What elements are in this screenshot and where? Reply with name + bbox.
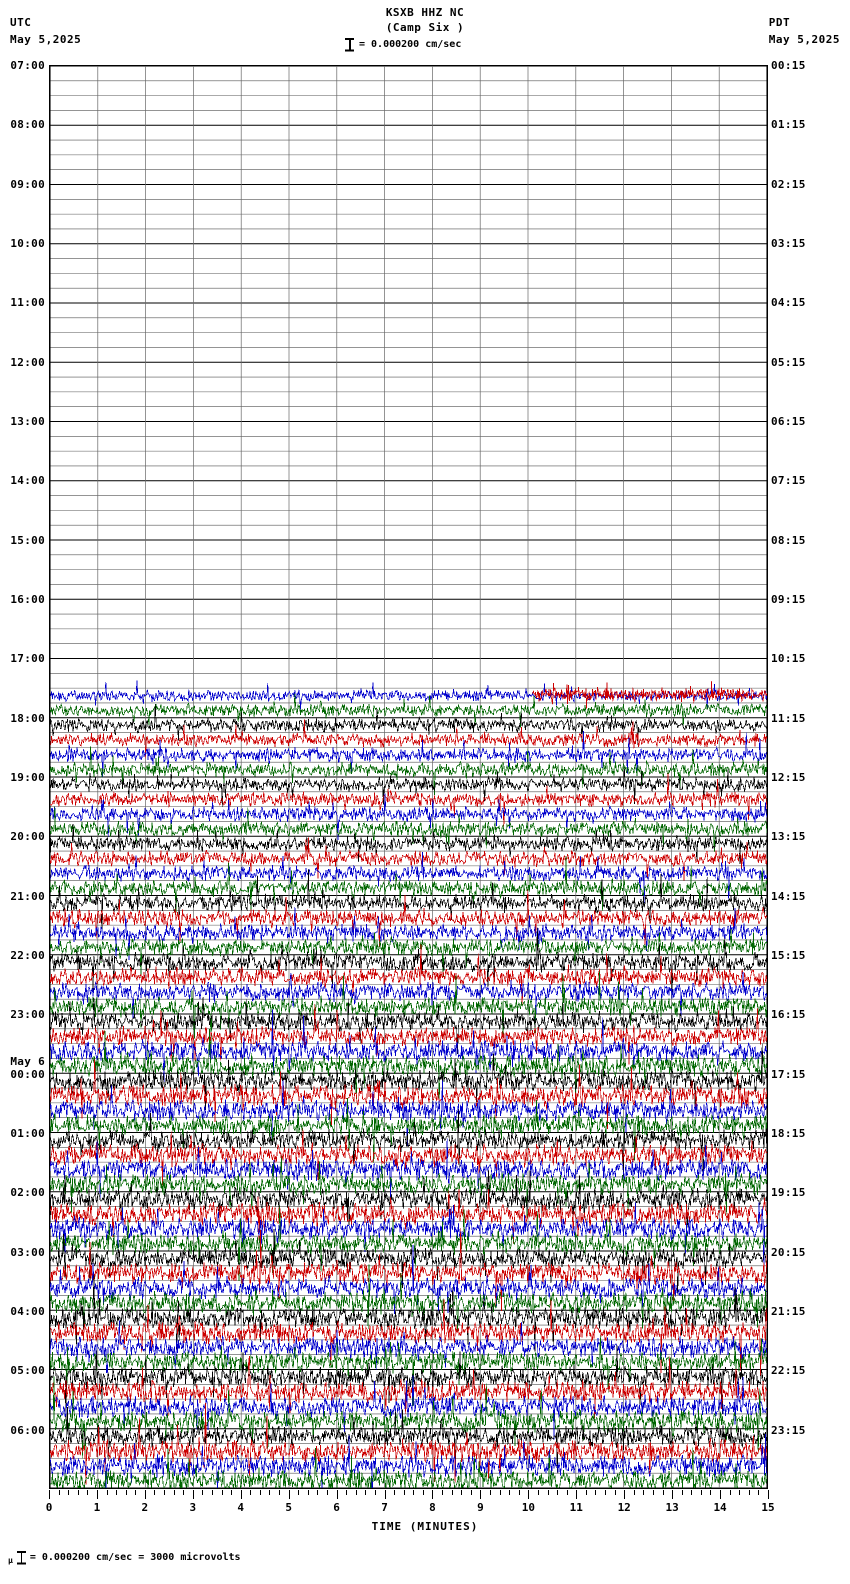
pdt-date-label: May 5,2025 — [768, 33, 840, 46]
x-minor-tick — [164, 1490, 165, 1495]
x-minor-tick — [212, 1490, 213, 1495]
x-major-tick — [528, 1490, 529, 1499]
utc-time-label-19-00: 19:00 — [10, 771, 45, 784]
pdt-time-label-03-15: 03:15 — [771, 237, 806, 250]
x-minor-tick — [490, 1490, 491, 1495]
x-axis-title: TIME (MINUTES) — [371, 1520, 479, 1533]
utc-zone-label: UTC — [10, 16, 32, 29]
x-minor-tick — [222, 1490, 223, 1495]
x-minor-tick — [749, 1490, 750, 1495]
utc-time-label-22-00: 22:00 — [10, 949, 45, 962]
utc-time-label-05-00: 05:00 — [10, 1364, 45, 1378]
x-minor-tick — [250, 1490, 251, 1495]
x-minor-tick — [154, 1490, 155, 1495]
x-minor-tick — [394, 1490, 395, 1495]
x-major-tick — [145, 1490, 146, 1499]
scale-ibeam-icon — [345, 38, 354, 51]
pdt-time-label-00-15: 00:15 — [771, 59, 806, 72]
x-tick-label: 1 — [93, 1501, 101, 1514]
header-center-block — [0, 5, 850, 35]
pdt-zone-label: PDT — [768, 16, 791, 29]
footer-ibeam-icon — [17, 1551, 26, 1564]
utc-time-label-15-00: 15:00 — [10, 533, 45, 547]
x-minor-tick — [739, 1490, 740, 1495]
x-tick-label: 15 — [761, 1501, 775, 1514]
x-tick-label: 9 — [477, 1501, 484, 1514]
utc-time-label-18-00: 18:00 — [10, 711, 45, 725]
x-tick-label: 4 — [237, 1501, 245, 1514]
x-tick-label: 5 — [285, 1501, 292, 1514]
pdt-time-label-10-15: 10:15 — [771, 652, 806, 666]
x-minor-tick — [260, 1490, 261, 1495]
x-minor-tick — [356, 1490, 357, 1495]
x-minor-tick — [298, 1490, 299, 1495]
x-major-tick — [480, 1490, 481, 1499]
pdt-time-label-22-15: 22:15 — [771, 1364, 806, 1378]
x-major-tick — [337, 1490, 338, 1499]
pdt-time-label-21-15: 21:15 — [771, 1305, 806, 1318]
pdt-time-label-12-15: 12:15 — [771, 771, 806, 784]
utc-time-label-02-00: 02:00 — [10, 1186, 45, 1200]
pdt-time-label-19-15: 19:15 — [771, 1186, 806, 1200]
minutes-axis — [45, 1490, 775, 1514]
x-major-tick — [432, 1490, 433, 1499]
x-major-tick — [672, 1490, 673, 1499]
x-minor-tick — [423, 1490, 424, 1495]
pdt-time-label-05-15: 05:15 — [771, 355, 806, 369]
x-major-tick — [720, 1490, 721, 1499]
utc-time-label-03-00: 03:00 — [10, 1245, 45, 1259]
x-minor-tick — [327, 1490, 328, 1495]
x-tick-label: 6 — [333, 1501, 340, 1514]
x-minor-tick — [461, 1490, 462, 1495]
x-minor-tick — [365, 1490, 366, 1495]
x-major-tick — [97, 1490, 98, 1499]
x-minor-tick — [279, 1490, 280, 1495]
utc-time-label-08-00: 08:00 — [10, 118, 45, 132]
utc-time-label-10-00: 10:00 — [10, 237, 45, 250]
x-minor-tick — [634, 1490, 635, 1495]
x-minor-tick — [471, 1490, 472, 1495]
x-minor-tick — [404, 1490, 405, 1495]
pdt-time-label-07-15: 07:15 — [771, 474, 806, 488]
x-minor-tick — [595, 1490, 596, 1495]
pdt-time-label-13-15: 13:15 — [771, 830, 806, 844]
pdt-time-label-02-15: 02:15 — [771, 177, 806, 191]
x-major-tick — [576, 1490, 577, 1499]
x-minor-tick — [135, 1490, 136, 1495]
x-tick-label: 2 — [141, 1501, 149, 1514]
utc-time-label-14-00: 14:00 — [10, 474, 45, 488]
x-minor-tick — [519, 1490, 520, 1495]
pdt-time-label-01-15: 01:15 — [771, 118, 806, 132]
x-minor-tick — [269, 1490, 270, 1495]
x-minor-tick — [538, 1490, 539, 1495]
x-tick-label: 10 — [521, 1501, 535, 1514]
x-minor-tick — [202, 1490, 203, 1495]
footer-scale-text: = 0.000200 cm/sec = 3000 microvolts — [29, 1552, 241, 1563]
x-minor-tick — [308, 1490, 309, 1495]
x-major-tick — [385, 1490, 386, 1499]
x-tick-label: 14 — [713, 1501, 727, 1514]
pdt-time-label-06-15: 06:15 — [771, 415, 806, 428]
pdt-time-label-17-15: 17:15 — [771, 1067, 806, 1081]
site-name: (Camp Six ) — [385, 21, 465, 34]
x-minor-tick — [375, 1490, 376, 1495]
x-major-tick — [768, 1490, 769, 1499]
seismogram-plot[interactable] — [49, 65, 768, 1489]
x-minor-tick — [710, 1490, 711, 1495]
pdt-time-label-18-15: 18:15 — [771, 1127, 806, 1140]
x-tick-label: 13 — [665, 1501, 679, 1514]
x-minor-tick — [413, 1490, 414, 1495]
x-minor-tick — [126, 1490, 127, 1495]
day-change-label: May 6 — [10, 1054, 45, 1068]
utc-time-label-00-00: 00:00 — [10, 1067, 45, 1081]
utc-time-label-17-00: 17:00 — [10, 652, 45, 666]
x-minor-tick — [643, 1490, 644, 1495]
x-minor-tick — [548, 1490, 549, 1495]
x-major-tick — [193, 1490, 194, 1499]
pdt-time-label-11-15: 11:15 — [771, 711, 806, 725]
x-minor-tick — [68, 1490, 69, 1495]
x-major-tick — [289, 1490, 290, 1499]
x-minor-tick — [78, 1490, 79, 1495]
pdt-time-label-16-15: 16:15 — [771, 1008, 806, 1022]
x-minor-tick — [509, 1490, 510, 1495]
pdt-time-label-09-15: 09:15 — [771, 593, 806, 606]
x-minor-tick — [615, 1490, 616, 1495]
x-minor-tick — [663, 1490, 664, 1495]
x-major-tick — [241, 1490, 242, 1499]
x-minor-tick — [442, 1490, 443, 1495]
x-minor-tick — [346, 1490, 347, 1495]
header-right-timezone-block — [769, 14, 840, 48]
utc-time-label-12-00: 12:00 — [10, 355, 45, 369]
x-minor-tick — [183, 1490, 184, 1495]
x-minor-tick — [586, 1490, 587, 1495]
utc-date-label: May 5,2025 — [10, 33, 82, 46]
pdt-time-label-14-15: 14:15 — [771, 889, 806, 903]
x-tick-label: 8 — [429, 1501, 436, 1514]
x-minor-tick — [107, 1490, 108, 1495]
x-major-tick — [49, 1490, 50, 1499]
x-minor-tick — [682, 1490, 683, 1495]
x-tick-label: 0 — [45, 1501, 53, 1514]
utc-time-label-01-00: 01:00 — [10, 1127, 45, 1140]
x-tick-label: 7 — [381, 1501, 388, 1514]
utc-time-label-20-00: 20:00 — [10, 830, 45, 844]
footer-scale-note — [8, 1551, 241, 1564]
x-tick-label: 11 — [569, 1501, 583, 1514]
x-minor-tick — [59, 1490, 60, 1495]
x-minor-tick — [87, 1490, 88, 1495]
x-minor-tick — [605, 1490, 606, 1495]
x-minor-tick — [701, 1490, 702, 1495]
utc-time-label-07-00: 07:00 — [10, 59, 45, 72]
utc-time-label-11-00: 11:00 — [10, 296, 45, 310]
utc-time-label-13-00: 13:00 — [10, 415, 45, 428]
utc-time-label-16-00: 16:00 — [10, 593, 45, 606]
x-minor-tick — [317, 1490, 318, 1495]
utc-time-label-21-00: 21:00 — [10, 889, 45, 903]
scale-reference — [345, 38, 461, 51]
pdt-time-label-08-15: 08:15 — [771, 533, 806, 547]
x-minor-tick — [174, 1490, 175, 1495]
x-tick-label: 3 — [189, 1501, 197, 1514]
utc-time-label-06-00: 06:00 — [10, 1423, 45, 1437]
micro-symbol-icon: μ — [8, 1556, 13, 1565]
x-major-tick — [624, 1490, 625, 1499]
pdt-time-label-15-15: 15:15 — [771, 949, 806, 962]
utc-time-label-04-00: 04:00 — [10, 1305, 45, 1318]
pdt-time-label-23-15: 23:15 — [771, 1423, 806, 1437]
x-minor-tick — [116, 1490, 117, 1495]
x-minor-tick — [500, 1490, 501, 1495]
station-title: KSXB HHZ NC — [385, 6, 465, 19]
x-minor-tick — [730, 1490, 731, 1495]
scale-value-label: = 0.000200 cm/sec — [359, 39, 462, 50]
x-minor-tick — [758, 1490, 759, 1495]
x-minor-tick — [567, 1490, 568, 1495]
pdt-time-label-20-15: 20:15 — [771, 1245, 806, 1259]
pdt-time-label-04-15: 04:15 — [771, 296, 806, 310]
x-minor-tick — [231, 1490, 232, 1495]
x-minor-tick — [691, 1490, 692, 1495]
x-tick-label: 12 — [617, 1501, 631, 1514]
x-minor-tick — [557, 1490, 558, 1495]
utc-time-label-23-00: 23:00 — [10, 1008, 45, 1022]
x-minor-tick — [653, 1490, 654, 1495]
x-minor-tick — [452, 1490, 453, 1495]
seismic-traces — [50, 66, 767, 1488]
utc-time-label-09-00: 09:00 — [10, 177, 45, 191]
